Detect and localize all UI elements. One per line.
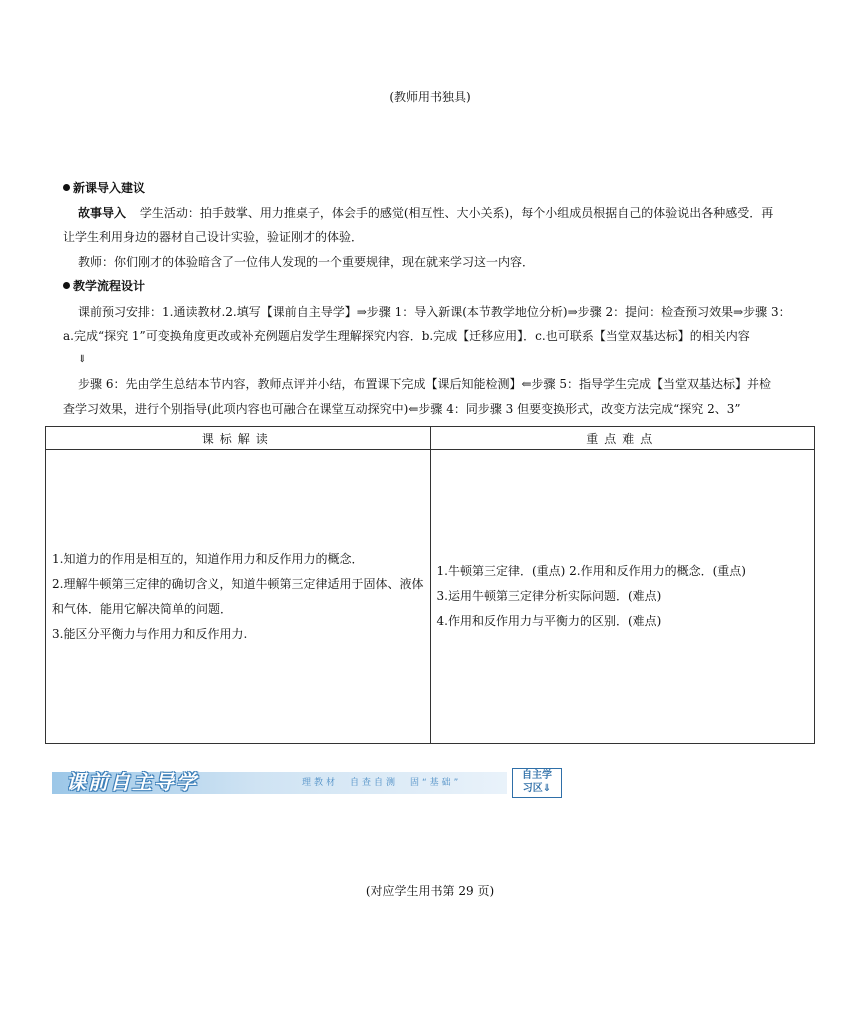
story-text: 学生活动：拍手鼓掌、用力推桌子，体会手的感觉(相互性、大小关系)，每个小组成员根据自己的体验说出各种感受．再 <box>139 206 774 220</box>
keypoints-item: 1.牛顿第三定律．(重点) 2.作用和反作用力的概念．(重点) <box>436 564 746 578</box>
flow-line3: 步骤 6：先由学生总结本节内容，教师点评并小结，布置课下完成【课后知能检测】⇐步骤 5：指导学生完成【当堂双基达标】并检 <box>78 377 771 391</box>
col-header-keypoints: 重点难点 <box>430 427 815 450</box>
header-note: (教师用书独具) <box>389 90 471 104</box>
keypoints-item: 4.作用和反作用力与平衡力的区别．(难点) <box>436 614 662 628</box>
down-arrow-icon: ⇓ <box>78 354 87 365</box>
section-title-text: 新课导入建议 <box>73 181 146 195</box>
banner-badge-line2: 习区⇓ <box>522 783 552 794</box>
standards-cell <box>46 450 431 744</box>
keypoints-item: 3.运用牛顿第三定律分析实际问题．(难点) <box>436 589 662 603</box>
standards-item: 和气体．能用它解决简单的问题． <box>52 601 233 616</box>
story-paragraph-line2: 让学生利用身边的器材自己设计实验，验证刚才的体验． <box>63 230 364 244</box>
section-banner <box>52 768 562 798</box>
bullet-icon <box>63 184 70 191</box>
banner-badge-line1: 自主学 <box>522 770 552 781</box>
banner-badge <box>512 768 562 798</box>
flow-line4: 查学习效果，进行个别指导(此项内容也可融合在课堂互动探究中)⇐步骤 4：同步骤 3 但要变换形式，改变方法完成“探究 2、3” <box>63 402 741 416</box>
flow-line2: a.完成“探究 1”可变换角度更改或补充例题启发学生理解探究内容．b.完成【迁移应用】．c.也可联系【当堂双基达标】的相关内容 <box>63 329 750 343</box>
banner-subtitle: 理教材 自查自测 固“基础” <box>302 778 462 788</box>
story-label: 故事导入 <box>78 206 127 220</box>
standards-item: 2.理解牛顿第三定律的确切含义，知道牛顿第三定律适用于固体、液体 <box>52 576 424 591</box>
standards-item: 3.能区分平衡力与作用力和反作用力. <box>52 626 248 641</box>
flow-line1: 课前预习安排：1.通读教材.2.填写【课前自主导学】⇒步骤 1：导入新课(本节教学地位分析)⇒步骤 2：提问：检查预习效果⇒步骤 3： <box>78 305 791 319</box>
objectives-table <box>45 426 815 744</box>
teacher-line: 教师：你们刚才的体验暗含了一位伟人发现的一个重要规律，现在就来学习这一内容． <box>78 255 535 269</box>
keypoints-cell <box>430 450 815 744</box>
standards-item: 1.知道力的作用是相互的，知道作用力和反作用力的概念． <box>52 551 364 566</box>
section-title-text: 教学流程设计 <box>73 279 146 293</box>
section-title-intro <box>63 180 145 196</box>
bullet-icon <box>63 282 70 289</box>
footer-note: (对应学生用书第 29 页) <box>365 884 495 898</box>
col-header-standards: 课标解读 <box>46 427 431 450</box>
banner-title: 课前自主导学 <box>66 770 198 794</box>
story-paragraph-line1 <box>78 205 773 221</box>
section-title-flow <box>63 278 145 294</box>
